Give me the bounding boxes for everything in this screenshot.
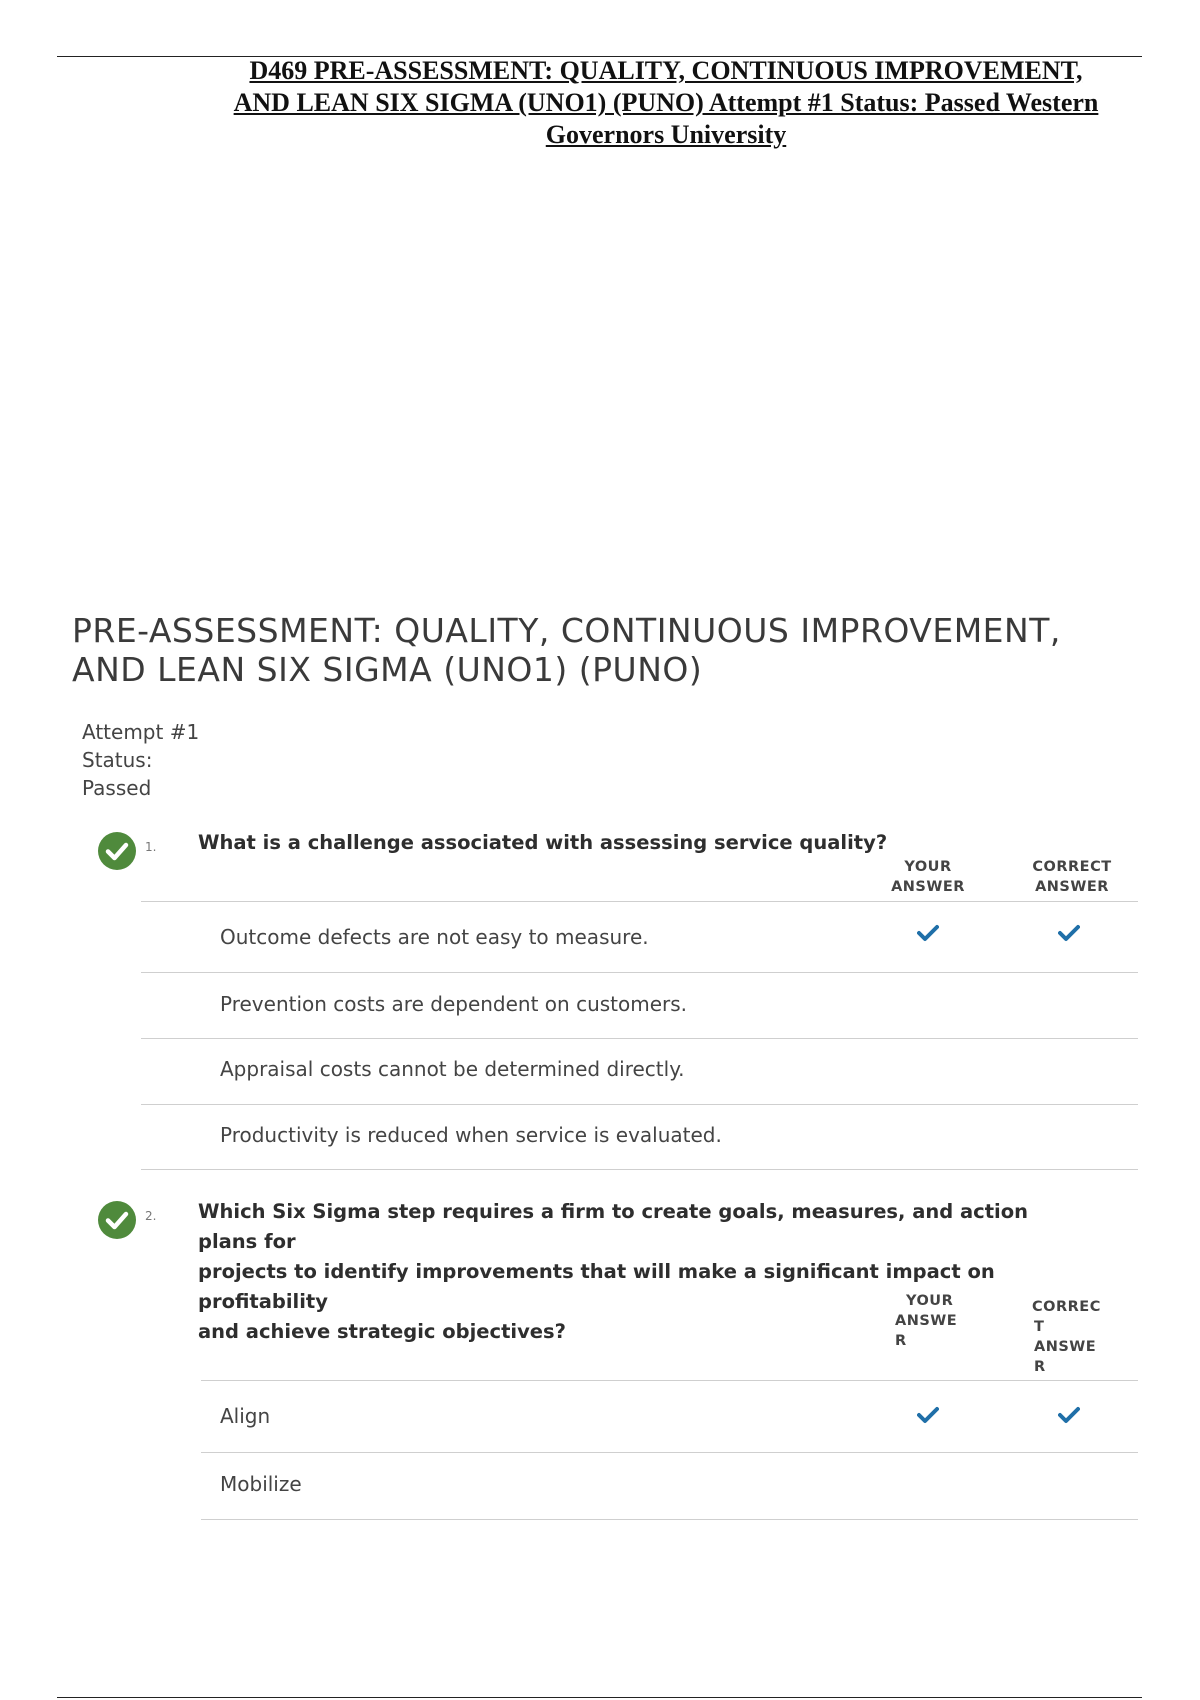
correct-answer-header-line: ANSWE [1034, 1339, 1097, 1355]
your-answer-header-line: YOUR [906, 1293, 954, 1309]
your-answer-header-line: R [895, 1333, 907, 1349]
correct-answer-header-line: CORRECT [1032, 859, 1112, 875]
correct-answer-checkmark-icon [1058, 1406, 1080, 1424]
document-title-line: D469 PRE-ASSESSMENT: QUALITY, CONTINUOUS IMPROVEMENT, [249, 56, 1083, 85]
choice-divider [141, 1104, 1138, 1105]
choice-divider [141, 1038, 1138, 1039]
choice-divider [201, 1452, 1138, 1453]
choice-divider [201, 1519, 1138, 1520]
choice-divider [141, 901, 1138, 902]
choice-divider [141, 1169, 1138, 1170]
answer-choice: Align [220, 1404, 271, 1428]
correct-answer-checkmark-icon [1058, 924, 1080, 942]
assessment-heading-line: PRE-ASSESSMENT: QUALITY, CONTINUOUS IMPROVEMENT, [72, 611, 1061, 650]
bottom-page-rule [57, 1697, 1142, 1698]
correct-answer-header [1020, 857, 1124, 897]
attempt-info [82, 718, 199, 802]
check-circle-icon [98, 1201, 136, 1239]
correct-answer-header [1030, 1297, 1120, 1377]
answer-choice: Mobilize [220, 1472, 302, 1496]
answer-choice: Outcome defects are not easy to measure. [220, 925, 649, 949]
answer-choice: Appraisal costs cannot be determined directly. [220, 1057, 685, 1081]
question-number: 2. [145, 1209, 157, 1223]
your-answer-header-line: ANSWER [891, 879, 965, 895]
status-label: Status: [82, 748, 153, 772]
assessment-heading [72, 611, 1162, 689]
assessment-heading-line: AND LEAN SIX SIGMA (UNO1) (PUNO) [72, 650, 703, 689]
your-answer-checkmark-icon [917, 924, 939, 942]
choice-divider [141, 972, 1138, 973]
check-circle-icon [98, 832, 136, 870]
question-text: What is a challenge associated with assessing service quality? [198, 831, 888, 854]
correct-answer-header-line: CORREC [1032, 1299, 1101, 1315]
your-answer-header [880, 857, 976, 897]
document-title-line: Governors University [545, 120, 787, 149]
your-answer-header [884, 1291, 964, 1351]
attempt-label: Attempt #1 [82, 720, 200, 744]
choice-divider [201, 1380, 1138, 1381]
your-answer-header-line: YOUR [904, 859, 952, 875]
correct-answer-header-line: R [1034, 1359, 1046, 1375]
document-title-line: AND LEAN SIX SIGMA (UNO1) (PUNO) Attempt #1 Status: Passed Western [233, 88, 1099, 117]
correct-answer-header-line: T [1034, 1319, 1045, 1335]
your-answer-header-line: ANSWE [895, 1313, 958, 1329]
question-number: 1. [145, 840, 157, 854]
document-title [180, 55, 1152, 151]
question-text-line: Which Six Sigma step requires a firm to create goals, measures, and action plans for [198, 1200, 1029, 1253]
question-text-line: projects to identify improvements that will make a significant impact on profitability [198, 1260, 995, 1313]
status-value: Passed [82, 776, 152, 800]
answer-choice: Prevention costs are dependent on customers. [220, 992, 688, 1016]
answer-choice: Productivity is reduced when service is evaluated. [220, 1123, 722, 1147]
your-answer-checkmark-icon [917, 1406, 939, 1424]
question-text-line: and achieve strategic objectives? [198, 1320, 566, 1343]
correct-answer-header-line: ANSWER [1035, 879, 1109, 895]
